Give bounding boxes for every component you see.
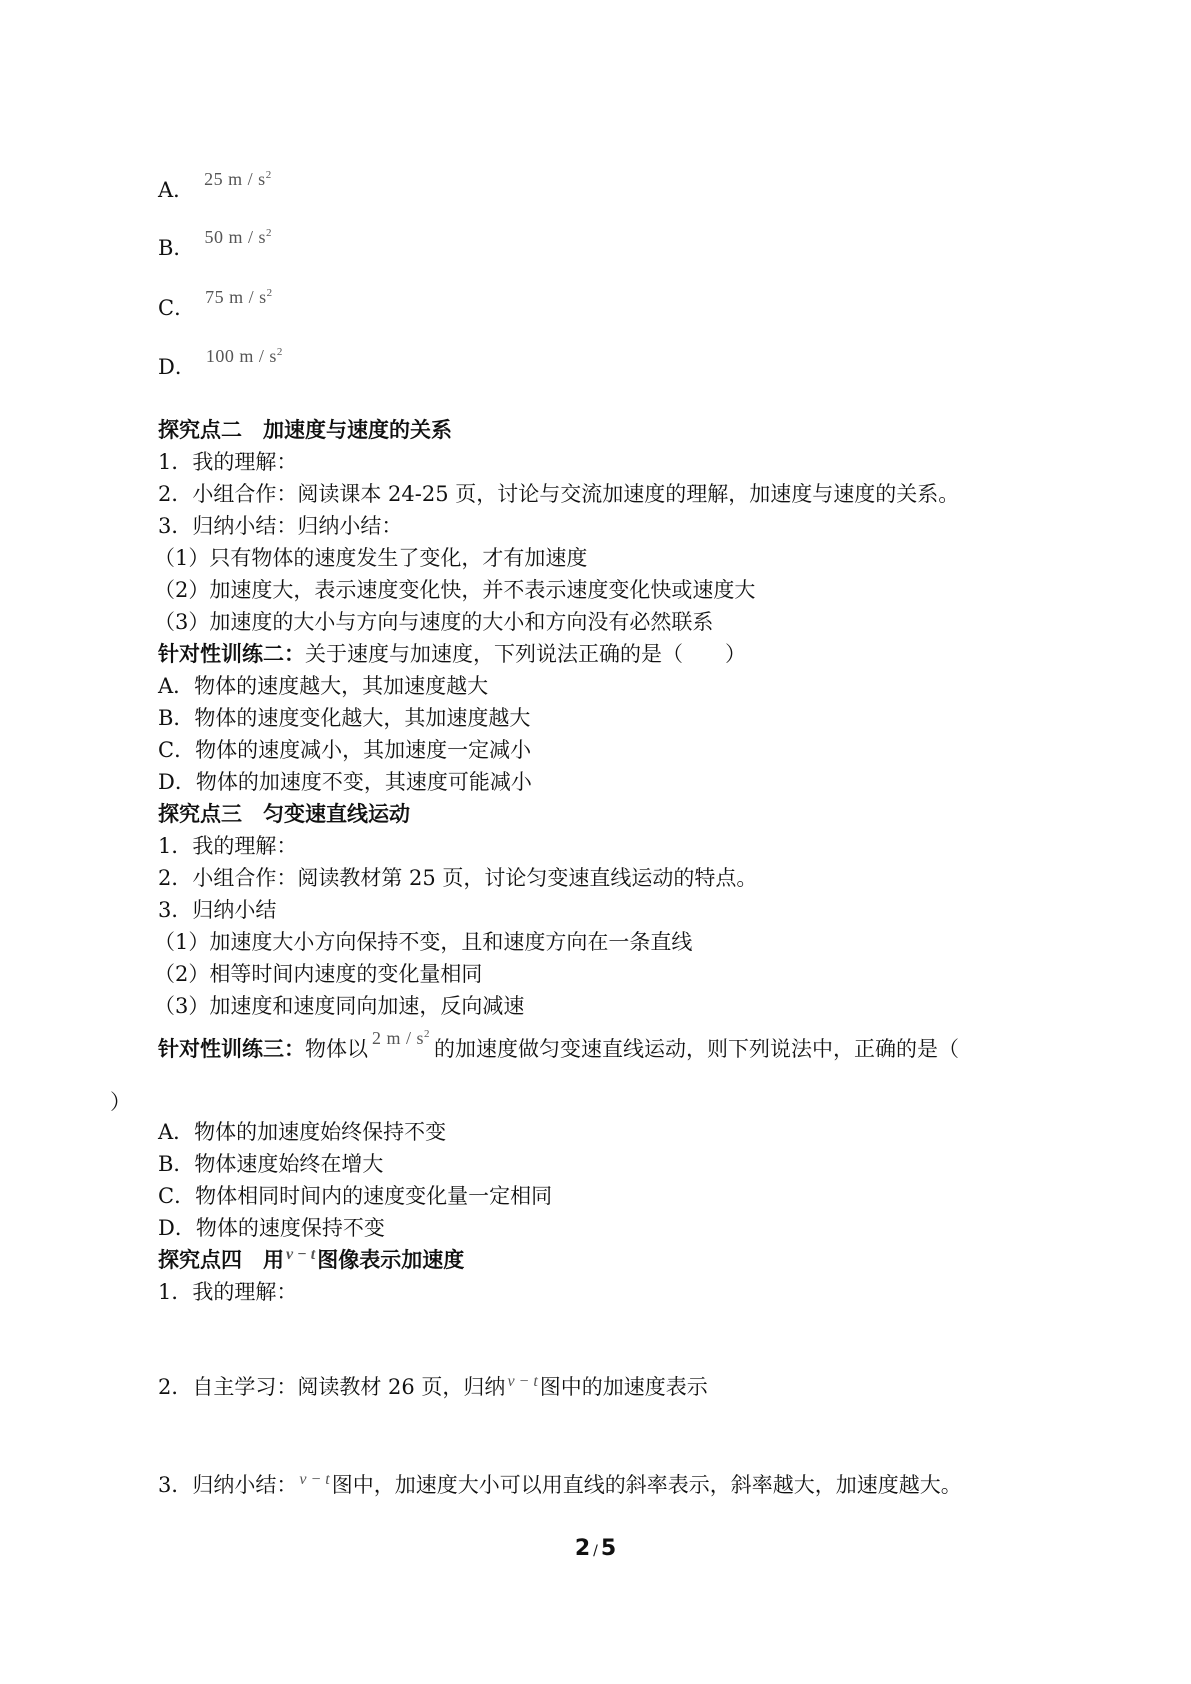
s3-choice-a: A．物体的加速度始终保持不变 <box>158 1120 447 1144</box>
s2-point-3: （3）加速度的大小与方向与速度的大小和方向没有必然联系 <box>154 610 714 634</box>
option-a: A． 25 m / $s^2$ <box>158 169 272 202</box>
s3-line-1: 1．我的理解： <box>158 834 298 858</box>
s3-choice-c: C．物体相同时间内的速度变化量一定相同 <box>158 1184 553 1208</box>
s2-choice-d: D．物体的加速度不变，其速度可能减小 <box>158 770 532 794</box>
s2-choice-a: A．物体的速度越大，其加速度越大 <box>158 674 489 698</box>
section-4-heading: 探究点四 用 $^{v - t}$图像表示加速度 <box>158 1246 465 1272</box>
s2-choice-c: C．物体的速度减小，其加速度一定减小 <box>158 738 532 762</box>
s3-choice-b: B．物体速度始终在增大 <box>158 1152 384 1176</box>
s3-line-2: 2．小组合作：阅读教材第 25 页，讨论匀变速直线运动的特点。 <box>158 866 758 890</box>
s2-training-question: 针对性训练二：关于速度与加速度，下列说法正确的是（ ） <box>158 642 746 666</box>
vt-symbol: v − t <box>299 1471 330 1488</box>
vt-symbol: v − t <box>286 1246 316 1263</box>
s3-choice-d: D．物体的速度保持不变 <box>158 1216 385 1240</box>
vt-symbol: v − t <box>507 1373 538 1390</box>
s2-choice-b: B．物体的速度变化越大，其加速度越大 <box>158 706 531 730</box>
s3-accel-value: 2 m / $s^2$ <box>372 1028 431 1048</box>
page-number: 2 / 5 <box>574 1536 617 1561</box>
s3-point-1: （1）加速度大小方向保持不变，且和速度方向在一条直线 <box>154 930 693 954</box>
option-d: D． 100 m / $s^2$ <box>158 346 283 379</box>
section-2-heading: 探究点二 加速度与速度的关系 <box>158 418 452 442</box>
s2-line-1: 1．我的理解： <box>158 450 298 474</box>
s3-point-2: （2）相等时间内速度的变化量相同 <box>154 962 483 986</box>
s3-training-label: 针对性训练三： <box>158 1037 305 1061</box>
s3-training-question: 针对性训练三：物体以 2 m / $s^2$的加速度做匀变速直线运动，则下列说法中，正确的是（ <box>158 1028 960 1061</box>
s2-training-label: 针对性训练二： <box>158 642 305 666</box>
s3-close-paren: ） <box>110 1090 131 1114</box>
s4-line-3: 3．归纳小结： $^{v - t}$图中，加速度大小可以用直线的斜率表示，斜率越大，加速度越大。 <box>158 1471 962 1497</box>
s2-point-2: （2）加速度大，表示速度变化快，并不表示速度变化快或速度大 <box>154 578 756 602</box>
s2-line-3: 3．归纳小结：归纳小结： <box>158 514 403 538</box>
option-a-value: 25 m / $s^2$ <box>204 169 272 189</box>
option-b: B． 50 m / $s^2$ <box>158 227 272 260</box>
option-b-value: 50 m / $s^2$ <box>204 227 272 247</box>
option-d-value: 100 m / $s^2$ <box>205 346 283 366</box>
s3-point-3: （3）加速度和速度同向加速，反向减速 <box>154 994 525 1018</box>
s4-line-1: 1．我的理解： <box>158 1280 298 1304</box>
option-c: C． 75 m / $s^2$ <box>158 287 273 320</box>
s3-line-3: 3．归纳小结 <box>158 898 277 922</box>
s2-line-2: 2．小组合作：阅读课本 24-25 页，讨论与交流加速度的理解，加速度与速度的关系。 <box>158 482 960 506</box>
s4-line-2: 2．自主学习：阅读教材 26 页，归纳 $^{v - t}$图中的加速度表示 <box>158 1373 708 1399</box>
s2-point-1: （1）只有物体的速度发生了变化，才有加速度 <box>154 546 588 570</box>
section-3-heading: 探究点三 匀变速直线运动 <box>158 802 410 826</box>
option-c-value: 75 m / $s^2$ <box>205 287 273 307</box>
